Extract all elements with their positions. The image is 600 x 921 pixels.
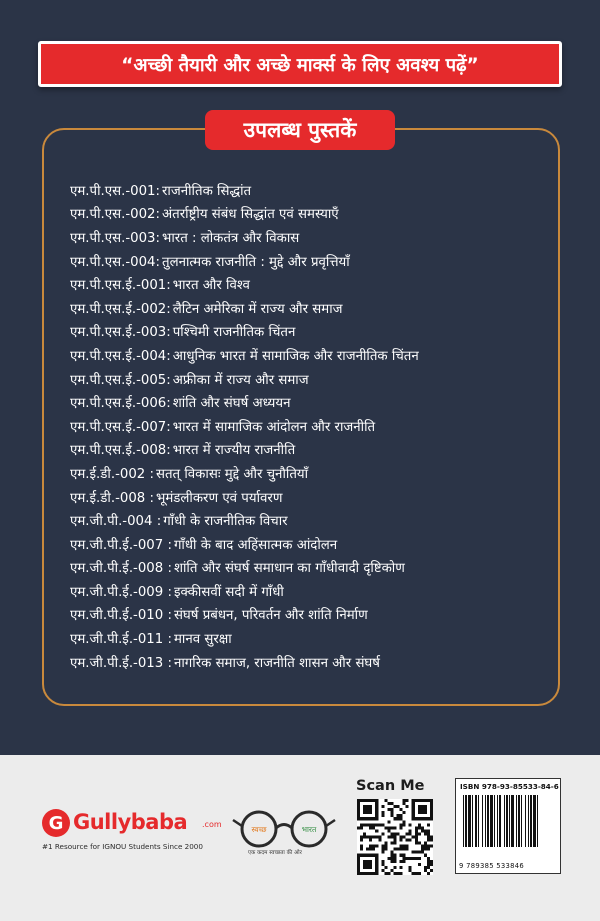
book-code: एम.पी.एस.ई.-006: [70, 396, 171, 412]
isbn-barcode-box [455, 778, 561, 874]
gandhi-glasses-icon [232, 808, 336, 848]
book-title: पश्चिमी राजनीतिक चिंतन [172, 325, 296, 341]
publisher-tagline: #1 Resource for IGNOU Students Since 2000 [42, 842, 203, 851]
book-code: एम.जी.पी.ई.-011 : [70, 632, 172, 648]
book-title: नागरिक समाज, राजनीति शासन और संघर्ष [173, 655, 380, 671]
book-list-item [70, 202, 550, 226]
book-list-title [205, 110, 395, 150]
headline-text: “अच्छी तैयारी और अच्छे मार्क्स के लिए अवश्य पढ़ें” [121, 54, 479, 76]
gullybaba-domain-suffix: .com [202, 820, 222, 829]
book-list-item [70, 438, 550, 462]
book-code: एम.पी.एस.ई.-005: [70, 372, 171, 388]
gullybaba-logo [42, 808, 222, 838]
book-list-item [70, 603, 550, 627]
book-list-item [70, 508, 550, 532]
book-title: सतत् विकासः मुद्दे और चुनौतियाँ [155, 466, 309, 482]
book-title: भूमंडलीकरण एवं पर्यावरण [155, 490, 283, 506]
book-code: एम.जी.पी.ई.-007 : [70, 537, 172, 553]
book-title: अंतर्राष्ट्रीय संबंध सिद्धांत एवं समस्याएँ [161, 207, 339, 223]
book-code: एम.पी.एस.-003: [70, 230, 160, 246]
book-code: एम.जी.पी.ई.-013 : [70, 655, 172, 671]
book-title: इक्कीसवीं सदी में गाँधी [173, 584, 284, 600]
book-title: अफ्रीका में राज्य और समाज [172, 372, 309, 388]
book-title: गाँधी के राजनीतिक विचार [163, 514, 288, 530]
book-title: आधुनिक भारत में सामाजिक और राजनीतिक चिंतन [172, 348, 419, 364]
book-list-item [70, 390, 550, 414]
book-code: एम.पी.एस.ई.-004: [70, 348, 171, 364]
book-list-item [70, 626, 550, 650]
book-list-item [70, 485, 550, 509]
swachh-right-text: भारत [301, 825, 317, 834]
book-code: एम.ई.डी.-008 : [70, 490, 154, 506]
book-list-item [70, 556, 550, 580]
book-title: भारत में राज्यीय राजनीति [172, 443, 296, 459]
book-title: गाँधी के बाद अहिंसात्मक आंदोलन [173, 537, 338, 553]
book-title: मानव सुरक्षा [173, 632, 232, 648]
book-list [70, 178, 550, 673]
book-list-title-text: उपलब्ध पुस्तकें [243, 118, 357, 142]
barcode-icon [463, 795, 555, 857]
book-code: एम.पी.एस.ई.-002: [70, 301, 171, 317]
book-title: राजनीतिक सिद्धांत [161, 183, 252, 199]
book-code: एम.पी.एस.ई.-001: [70, 278, 171, 294]
book-list-item [70, 579, 550, 603]
book-list-item [70, 367, 550, 391]
qr-code-icon [357, 799, 433, 875]
book-title: शांति और संघर्ष अध्ययन [172, 396, 291, 412]
book-code: एम.पी.एस.ई.-003: [70, 325, 171, 341]
book-code: एम.पी.एस.ई.-007: [70, 419, 171, 435]
book-list-item [70, 272, 550, 296]
book-list-item [70, 414, 550, 438]
book-title: भारत : लोकतंत्र और विकास [161, 230, 300, 246]
swachh-left-text: स्वच्छ [251, 825, 267, 834]
gullybaba-g-icon: G [42, 809, 70, 837]
book-title: शांति और संघर्ष समाधान का गाँधीवादी दृष्टिकोण [173, 561, 405, 577]
book-code: एम.जी.पी.-004 : [70, 514, 162, 530]
swachh-caption: एक कदम स्वच्छता की ओर [248, 850, 302, 856]
book-title: भारत में सामाजिक आंदोलन और राजनीति [172, 419, 376, 435]
book-code: एम.पी.एस.-004: [70, 254, 160, 270]
book-list-item [70, 532, 550, 556]
gullybaba-wordmark: Gullybaba [73, 810, 188, 834]
headline-banner [38, 41, 562, 87]
book-code: एम.जी.पी.ई.-008 : [70, 561, 172, 577]
book-list-item [70, 249, 550, 273]
book-title: भारत और विश्व [172, 278, 250, 294]
book-list-item [70, 225, 550, 249]
book-code: एम.जी.पी.ई.-010 : [70, 608, 172, 624]
book-code: एम.पी.एस.-002: [70, 207, 160, 223]
book-title: लैटिन अमेरिका में राज्य और समाज [172, 301, 343, 317]
book-code: एम.ई.डी.-002 : [70, 466, 154, 482]
book-code: एम.पी.एस.ई.-008: [70, 443, 171, 459]
book-list-item [70, 296, 550, 320]
book-list-item [70, 178, 550, 202]
scan-me-label: Scan Me [356, 778, 425, 794]
book-title: तुलनात्मक राजनीति : मुद्दे और प्रवृत्तियाँ [161, 254, 350, 270]
book-list-item [70, 650, 550, 674]
isbn-number: ISBN 978-93-85533-84-6 [460, 782, 559, 791]
book-list-item [70, 461, 550, 485]
book-code: एम.पी.एस.-001: [70, 183, 160, 199]
book-code: एम.जी.पी.ई.-009 : [70, 584, 172, 600]
book-title: संघर्ष प्रबंधन, परिवर्तन और शांति निर्माण [173, 608, 368, 624]
book-list-item [70, 320, 550, 344]
barcode-digits: 9 789385 533846 [459, 862, 525, 870]
book-list-item [70, 343, 550, 367]
